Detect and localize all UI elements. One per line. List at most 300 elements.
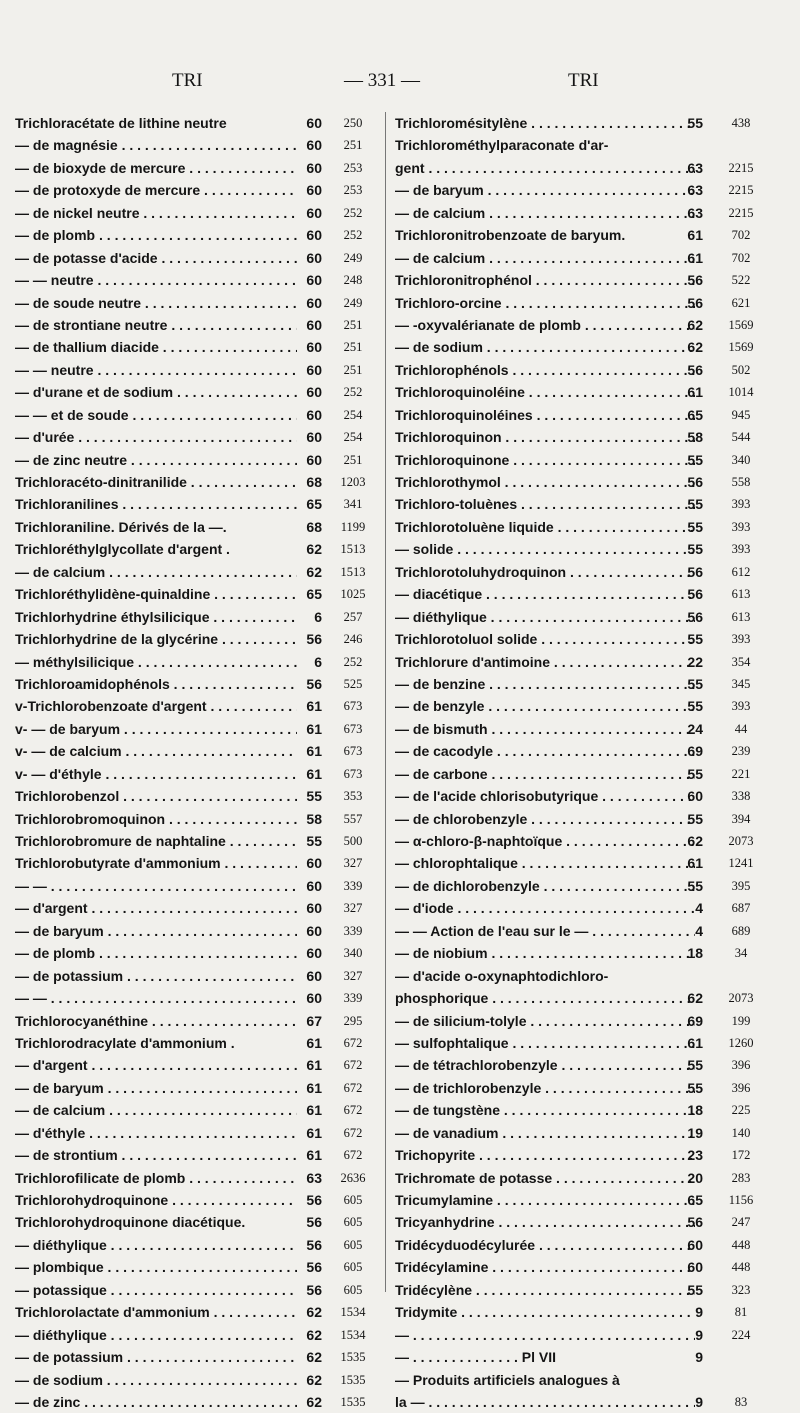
entry-page: 224	[731, 1327, 751, 1342]
entry-volume: 55	[687, 115, 703, 131]
entry-page: 2073	[728, 834, 754, 848]
entry-page: 522	[731, 273, 751, 288]
entry-page: 393	[731, 632, 751, 647]
entry-volume: 9	[695, 1349, 703, 1366]
index-entry	[15, 269, 381, 291]
entry-page: 605	[343, 1260, 363, 1275]
index-entry	[15, 583, 381, 605]
entry-name: — de plomb . . .	[15, 942, 297, 964]
index-entry	[395, 471, 787, 493]
entry-name: Trichlorobromure de naphtaline . . .	[15, 830, 297, 852]
entry-page: 945	[731, 407, 751, 422]
index-entry	[395, 920, 787, 942]
entry-page: 283	[731, 1170, 751, 1185]
entry-page: 557	[343, 811, 363, 826]
entry-name: — de sodium . . .	[15, 1369, 297, 1391]
entry-name: Trichlorobenzol . . .	[15, 785, 297, 807]
entry-volume: 9	[695, 1326, 703, 1343]
index-entry	[15, 1189, 381, 1211]
entry-page: 252	[343, 228, 363, 243]
entry-page: 339	[343, 923, 363, 938]
entry-name: — de bioxyde de mercure . . .	[15, 157, 297, 179]
entry-name: Trichloréthylidène-quinaldine . . .	[15, 583, 297, 605]
entry-name: — diacétique . . .	[395, 583, 695, 605]
entry-volume: 61	[306, 1057, 322, 1074]
index-entry	[15, 1369, 381, 1391]
entry-volume: 69	[687, 743, 703, 760]
index-entry	[395, 314, 787, 336]
index-entry	[15, 1099, 381, 1121]
entry-name: Tridécylène . . .	[395, 1279, 695, 1301]
entry-page: 500	[343, 834, 363, 848]
index-entry	[15, 740, 381, 762]
entry-volume: 61	[687, 227, 703, 244]
index-entry	[395, 359, 787, 381]
entry-volume: 56	[306, 1192, 322, 1208]
entry-page: 393	[731, 519, 751, 534]
entry-page: 140	[731, 1125, 751, 1140]
index-entry	[395, 695, 787, 717]
index-entry	[15, 852, 381, 874]
entry-name: Trichloronitrobenzoate de baryum.	[395, 227, 626, 244]
entry-volume: 56	[687, 1214, 703, 1231]
entry-page: 672	[343, 1080, 363, 1095]
entry-page: 1260	[728, 1035, 754, 1050]
entry-name: Trichlorotoluhydroquinon . . .	[395, 561, 695, 583]
entry-volume: 55	[687, 698, 703, 715]
index-entry	[395, 292, 787, 314]
index-entry	[395, 1211, 787, 1233]
entry-volume: 62	[306, 1326, 322, 1343]
entry-page: 1534	[340, 1327, 366, 1342]
index-entry	[15, 1279, 381, 1301]
entry-page: 672	[343, 1035, 363, 1050]
entry-page: 251	[343, 340, 363, 355]
entry-volume: 55	[687, 541, 703, 558]
index-entry	[395, 808, 787, 830]
entry-volume: 55	[687, 810, 703, 827]
entry-volume: 23	[687, 1147, 703, 1164]
entry-volume: 22	[687, 653, 703, 670]
entry-name: — de cacodyle . . .	[395, 740, 695, 762]
entry-name: — de strontium . . .	[15, 1144, 297, 1166]
entry-name: Trichloréthylglycollate d'argent .	[15, 541, 230, 558]
index-entry	[15, 673, 381, 695]
entry-volume: 60	[306, 945, 322, 962]
index-entry	[15, 1324, 381, 1346]
entry-name: v- — de baryum . . .	[15, 718, 297, 740]
entry-page: 254	[343, 407, 363, 422]
entry-page: 2636	[340, 1170, 366, 1185]
entry-volume: 60	[306, 429, 322, 446]
entry-volume: 55	[687, 496, 703, 513]
entry-page: 327	[343, 901, 363, 916]
entry-name: Trichlorocyanéthine . . .	[15, 1010, 297, 1032]
entry-volume: 60	[306, 922, 322, 939]
index-entry	[395, 247, 787, 269]
entry-page: 1569	[728, 317, 754, 332]
entry-name: — de soude neutre . . .	[15, 292, 297, 314]
entry-name: phosphorique . . .	[395, 987, 695, 1009]
entry-volume: 4	[695, 900, 703, 917]
index-entry	[15, 1054, 381, 1076]
entry-volume: 62	[687, 990, 703, 1007]
header-right-word: TRI	[568, 70, 599, 91]
index-entry	[395, 202, 787, 224]
entry-page: 544	[731, 430, 751, 445]
entry-page: 613	[731, 587, 751, 602]
entry-volume: 68	[306, 474, 322, 490]
entry-name: — de magnésie . . .	[15, 134, 297, 156]
entry-page: 605	[343, 1282, 363, 1297]
entry-volume: 62	[306, 563, 322, 580]
entry-page: 605	[343, 1193, 363, 1207]
entry-volume: 60	[306, 182, 322, 199]
index-entry	[15, 157, 381, 179]
entry-volume: 56	[687, 361, 703, 378]
entry-name: — d'acide o-oxynaphtodichloro-	[395, 967, 609, 984]
index-entry	[395, 1144, 787, 1166]
entry-volume: 60	[306, 249, 322, 266]
entry-volume: 55	[687, 451, 703, 468]
entry-volume: 62	[687, 833, 703, 849]
entry-page: 327	[343, 856, 363, 871]
index-entry	[15, 785, 381, 807]
page-number: — 331 —	[344, 70, 420, 91]
entry-name: Trichloracétate de lithine neutre	[15, 115, 227, 131]
entry-volume: 60	[306, 339, 322, 356]
index-entry	[395, 583, 787, 605]
index-entry	[15, 1301, 381, 1323]
index-entry	[15, 1346, 381, 1368]
entry-name: Trichloroquinon . . .	[395, 426, 695, 448]
entry-page: 1513	[340, 542, 366, 557]
index-entry	[15, 987, 381, 1009]
entry-volume: 61	[306, 698, 322, 715]
entry-page: 702	[731, 250, 751, 265]
entry-name: — d'argent . . .	[15, 1054, 297, 1076]
entry-page: 252	[343, 205, 363, 220]
entry-name: — d'iode . . .	[395, 897, 695, 919]
index-entry	[395, 516, 787, 538]
entry-name: Trichloracéto-dinitranilide . . .	[15, 471, 297, 493]
index-entry	[15, 1167, 381, 1189]
entry-volume: 60	[306, 967, 322, 984]
entry-name: — de baryum . . .	[15, 1077, 297, 1099]
entry-volume: 56	[687, 608, 703, 625]
entry-page: 672	[343, 1148, 363, 1163]
entry-name: v- — d'éthyle . . .	[15, 763, 297, 785]
entry-page: 2215	[728, 183, 754, 198]
index-entry	[395, 157, 787, 179]
entry-volume: 60	[687, 788, 703, 805]
entry-page: 251	[343, 452, 363, 467]
entry-volume: 60	[687, 1236, 703, 1253]
entry-volume: 55	[687, 675, 703, 692]
index-entry	[15, 426, 381, 448]
index-entry	[15, 808, 381, 830]
index-entry	[395, 404, 787, 426]
index-entry	[395, 763, 787, 785]
entry-page: 1156	[728, 1193, 754, 1207]
entry-name: — de dichlorobenzyle . . .	[395, 875, 695, 897]
entry-page: 673	[343, 699, 363, 714]
entry-page: 1569	[728, 340, 754, 355]
index-entry	[395, 449, 787, 471]
entry-name: — de benzyle . . .	[395, 695, 695, 717]
right-index-column	[395, 112, 787, 1413]
entry-page: 605	[343, 1215, 363, 1230]
entry-page: 1513	[340, 564, 366, 579]
entry-name: v- — de calcium . . .	[15, 740, 297, 762]
index-entry	[395, 1054, 787, 1076]
entry-name: la — . . .	[395, 1391, 695, 1413]
entry-name: — de carbone . . .	[395, 763, 695, 785]
entry-page: 253	[343, 160, 363, 175]
index-entry	[15, 202, 381, 224]
entry-volume: 60	[306, 361, 322, 378]
index-entry	[395, 1099, 787, 1121]
index-entry	[395, 224, 787, 246]
entry-name: — — et de soude . . .	[15, 404, 297, 426]
entry-volume: 55	[687, 877, 703, 894]
entry-name: — d'éthyle . . .	[15, 1122, 297, 1144]
entry-name: — de benzine . . .	[395, 673, 695, 695]
entry-volume: 56	[306, 1214, 322, 1231]
entry-page: 250	[343, 116, 363, 130]
index-entry	[15, 920, 381, 942]
entry-name: — diéthylique . . .	[15, 1234, 297, 1256]
entry-page: 252	[343, 654, 363, 669]
index-entry	[395, 1167, 787, 1189]
entry-volume: 60	[306, 294, 322, 311]
index-entry	[15, 695, 381, 717]
index-entry	[395, 852, 787, 874]
index-entry	[395, 628, 787, 650]
entry-name: — — . . .	[15, 987, 297, 1009]
entry-volume: 62	[306, 541, 322, 558]
entry-volume: 56	[687, 474, 703, 490]
entry-page: 1534	[340, 1305, 366, 1320]
entry-page: 1014	[728, 385, 754, 400]
index-entry	[15, 493, 381, 515]
index-entry	[15, 718, 381, 740]
entry-page: 251	[343, 317, 363, 332]
index-entry	[395, 785, 787, 807]
entry-name: — méthylsilicique . . .	[15, 651, 297, 673]
index-entry	[395, 1256, 787, 1278]
entry-name: — d'argent . . .	[15, 897, 297, 919]
entry-volume: 62	[306, 1371, 322, 1388]
index-entry	[395, 538, 787, 560]
entry-page: 338	[731, 789, 751, 804]
entry-volume: 55	[687, 518, 703, 535]
entry-page: 249	[343, 250, 363, 265]
entry-volume: 9	[695, 1393, 703, 1410]
entry-volume: 65	[306, 496, 322, 513]
entry-name: Trichlorhydrine éthylsilicique . . .	[15, 606, 297, 628]
index-entry	[395, 426, 787, 448]
index-entry	[15, 1391, 381, 1413]
entry-page: 327	[343, 968, 363, 983]
entry-name: — de tétrachlorobenzyle . . .	[395, 1054, 695, 1076]
entry-name: Trichloronitrophénol . . .	[395, 269, 695, 291]
index-entry	[395, 1122, 787, 1144]
index-entry	[15, 1122, 381, 1144]
entry-name: — chlorophtalique . . .	[395, 852, 695, 874]
entry-page: 199	[731, 1013, 751, 1028]
entry-name: Trichlorure d'antimoine . . .	[395, 651, 695, 673]
entry-name: Trichlorotoluol solide . . .	[395, 628, 695, 650]
entry-volume: 60	[306, 855, 322, 872]
index-entry	[395, 1391, 787, 1413]
entry-page: 339	[343, 878, 363, 893]
index-entry	[15, 314, 381, 336]
entry-name: — — neutre . . .	[15, 359, 297, 381]
entry-page: 34	[734, 946, 748, 961]
entry-volume: 61	[687, 384, 703, 401]
entry-volume: 60	[687, 1259, 703, 1276]
entry-page: 248	[343, 273, 363, 288]
entry-name: — de calcium . . .	[15, 561, 297, 583]
index-entry	[15, 112, 381, 134]
index-entry	[15, 381, 381, 403]
entry-name: — de baryum . . .	[15, 920, 297, 942]
index-entry	[395, 965, 787, 987]
entry-page: 247	[731, 1215, 751, 1230]
index-entry	[15, 1234, 381, 1256]
index-entry	[15, 1077, 381, 1099]
entry-name: — de strontiane neutre . . .	[15, 314, 297, 336]
entry-name: — α-chloro-β-naphtoïque . . .	[395, 830, 695, 852]
entry-volume: 9	[695, 1304, 703, 1321]
index-entry	[15, 875, 381, 897]
entry-volume: 67	[306, 1012, 322, 1029]
entry-volume: 58	[306, 810, 322, 827]
index-entry	[15, 404, 381, 426]
index-entry	[395, 897, 787, 919]
index-entry	[15, 942, 381, 964]
index-entry	[395, 134, 787, 156]
entry-volume: 24	[687, 720, 703, 737]
entry-page: 621	[731, 295, 751, 310]
entry-page: 239	[731, 744, 751, 759]
index-entry	[15, 1256, 381, 1278]
entry-name: Trichromate de potasse . . .	[395, 1167, 695, 1189]
entry-volume: 58	[687, 429, 703, 446]
entry-page: 340	[343, 946, 363, 961]
index-entry	[395, 1369, 787, 1391]
entry-page: 251	[343, 138, 363, 153]
entry-volume: 68	[306, 518, 322, 535]
index-entry	[395, 1010, 787, 1032]
entry-name: Trichlorohydroquinone diacétique.	[15, 1214, 246, 1231]
index-entry	[15, 628, 381, 650]
entry-page: 613	[731, 609, 751, 624]
entry-page: 1535	[340, 1372, 366, 1387]
index-entry	[395, 1234, 787, 1256]
entry-name: — d'urée . . .	[15, 426, 297, 448]
entry-page: 44	[734, 721, 748, 736]
entry-volume: 61	[306, 765, 322, 782]
entry-name: — de niobium . . .	[395, 942, 695, 964]
entry-page: 353	[343, 789, 363, 804]
entry-name: Trichloroquinoléines . . .	[395, 404, 695, 426]
index-entry	[15, 292, 381, 314]
entry-volume: 55	[306, 788, 322, 805]
entry-volume: 61	[306, 743, 322, 760]
entry-name: — de calcium . . .	[395, 202, 695, 224]
entry-name: — . . .	[395, 1324, 695, 1346]
entry-name: Trichlorodracylate d'ammonium .	[15, 1034, 235, 1051]
entry-volume: 60	[306, 115, 322, 131]
entry-volume: 69	[687, 1012, 703, 1029]
entry-page: 257	[343, 609, 363, 624]
entry-page: 502	[731, 362, 751, 377]
entry-page: 1203	[340, 475, 366, 489]
index-entry	[395, 112, 787, 134]
entry-name: Trichloromésitylène . . .	[395, 112, 695, 134]
entry-volume: 60	[306, 990, 322, 1007]
index-entry	[15, 134, 381, 156]
entry-name: Tricyanhydrine . . .	[395, 1211, 695, 1233]
entry-volume: 61	[687, 1034, 703, 1051]
index-entry	[395, 269, 787, 291]
index-entry	[395, 1077, 787, 1099]
entry-name: — de potassium . . .	[15, 1346, 297, 1368]
index-entry	[395, 987, 787, 1009]
entry-page: 393	[731, 497, 751, 512]
entry-name: gent . . .	[395, 157, 695, 179]
index-entry	[15, 1010, 381, 1032]
entry-page: 2073	[728, 991, 754, 1006]
entry-name: — d'urane et de sodium . . .	[15, 381, 297, 403]
index-entry	[15, 449, 381, 471]
entry-name: Trichopyrite . . .	[395, 1144, 695, 1166]
entry-name: v-Trichlorobenzoate d'argent . . .	[15, 695, 297, 717]
entry-page: 525	[343, 676, 363, 691]
entry-name: — de baryum . . .	[395, 179, 695, 201]
entry-name: — de chlorobenzyle . . .	[395, 808, 695, 830]
entry-page: 2215	[728, 160, 754, 175]
entry-volume: 62	[306, 1304, 322, 1321]
entry-name: — de calcium . . .	[395, 247, 695, 269]
index-entry	[15, 179, 381, 201]
index-entry	[395, 1279, 787, 1301]
entry-volume: 60	[306, 137, 322, 154]
entry-name: Trichlorhydrine de la glycérine . . .	[15, 628, 297, 650]
entry-page: 673	[343, 766, 363, 781]
entry-page: 172	[731, 1148, 751, 1163]
index-entry	[15, 471, 381, 493]
entry-volume: 56	[306, 1281, 322, 1298]
entry-volume: 56	[306, 675, 322, 692]
entry-volume: 62	[687, 339, 703, 356]
entry-page: 612	[731, 564, 751, 579]
entry-volume: 61	[306, 1124, 322, 1141]
index-entry	[15, 224, 381, 246]
entry-page: 246	[343, 632, 363, 647]
entry-page: 81	[734, 1305, 748, 1320]
entry-volume: 56	[687, 272, 703, 289]
entry-name: — de vanadium . . .	[395, 1122, 695, 1144]
entry-name: Trichloroquinone . . .	[395, 449, 695, 471]
entry-name: — diéthylique . . .	[15, 1324, 297, 1346]
entry-page: 1241	[728, 856, 754, 871]
entry-page: 249	[343, 295, 363, 310]
index-entry	[395, 718, 787, 740]
entry-volume: 63	[687, 204, 703, 221]
